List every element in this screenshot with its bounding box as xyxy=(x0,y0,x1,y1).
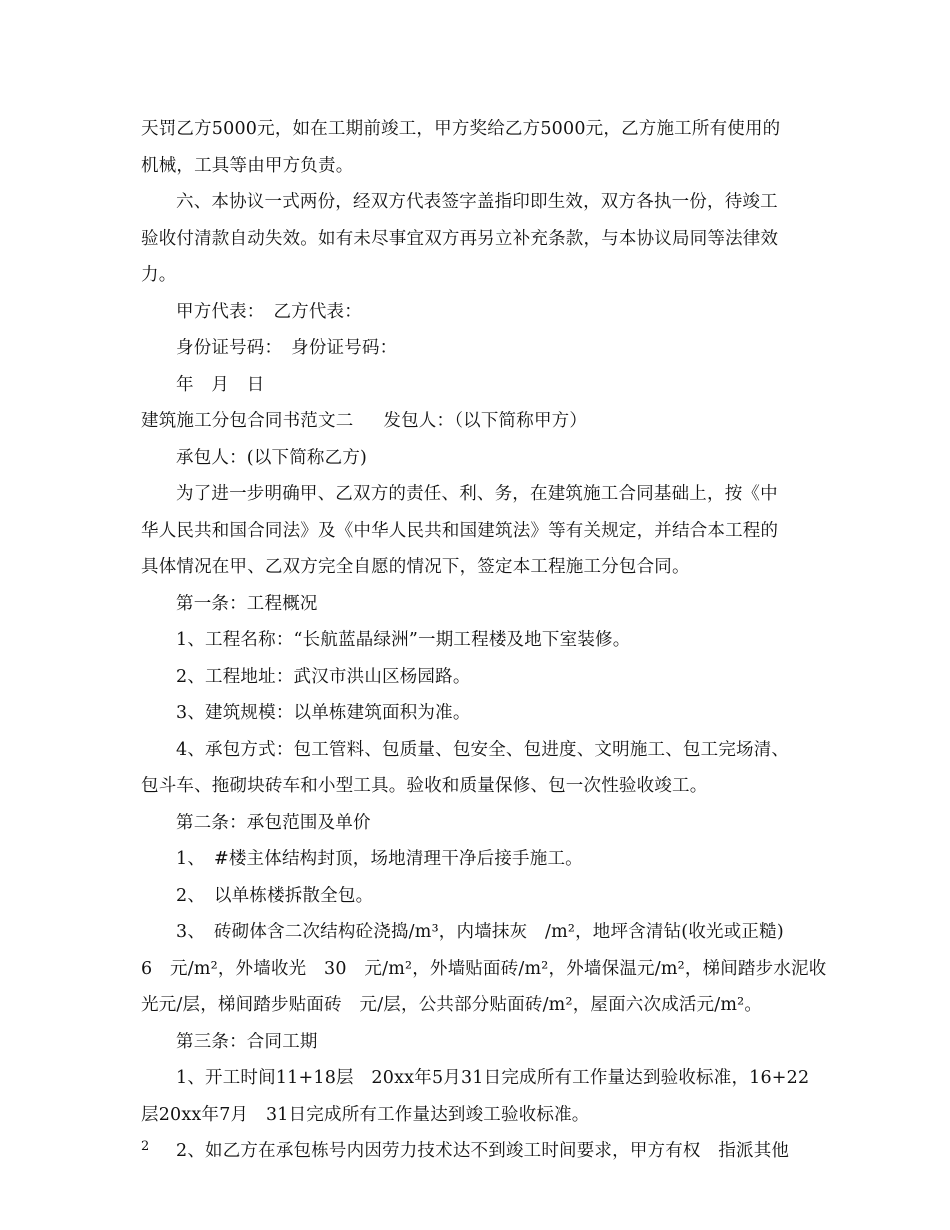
text-line: 天罚乙方5000元，如在工期前竣工，甲方奖给乙方5000元，乙方施工所有使用的 xyxy=(141,119,781,139)
text-line: 机械，工具等由甲方负责。 xyxy=(141,155,354,176)
text-line: 验收付清款自动失效。如有未尽事宜双方再另立补充条款，与本协议局同等法律效 xyxy=(141,228,779,249)
text-line: 为了进一步明确甲、乙双方的责任、利、务，在建筑施工合同基础上，按《中 xyxy=(176,484,778,504)
signature-representatives: 甲方代表： 乙方代表： xyxy=(176,301,362,322)
employer-label: 发包人：（以下简称甲方） xyxy=(383,411,588,431)
text-line: 具体情况在甲、乙双方完全自愿的情况下，签定本工程施工分包合同。 xyxy=(141,557,690,577)
page-number: 2 xyxy=(141,1139,150,1154)
contractor-label: 承包人：(以下简称乙方) xyxy=(176,447,368,468)
text-line: 1、开工时间11+18层 20xx年5月31日完成所有工作量达到验收标准，16+22 xyxy=(176,1068,810,1088)
text-line: 层20xx年7月 31日完成所有工作量达到竣工验收标准。 xyxy=(141,1104,590,1125)
section-heading: 第二条：承包范围及单价 xyxy=(176,812,371,833)
section-heading: 第三条：合同工期 xyxy=(176,1031,318,1052)
text-line: 2、 以单栋楼拆散全包。 xyxy=(176,885,374,906)
contract-title: 建筑施工分包合同书范文二 xyxy=(141,411,354,431)
text-line: 3、建筑规模：以单栋建筑面积为准。 xyxy=(176,703,471,723)
text-line: 6 元/m²，外墙收光 30 元/m²，外墙贴面砖/m²，外墙保温元/m²，梯间踏步水泥收 xyxy=(141,958,827,979)
text-line: 光元/层，梯间踏步贴面砖 元/层，公共部分贴面砖/m²，屋面六次成活元/m²。 xyxy=(141,995,763,1015)
text-line: 华人民共和国合同法》及《中华人民共和国建筑法》等有关规定，并结合本工程的 xyxy=(141,520,779,541)
text-line: 1、 #楼主体结构封顶，场地清理干净后接手施工。 xyxy=(176,849,583,869)
text-line: 4、承包方式：包工管料、包质量、包安全、包进度、文明施工、包工完场清、 xyxy=(176,739,790,760)
signature-date: 年 月 日 xyxy=(176,374,265,395)
text-line: 2、如乙方在承包栋号内因劳力技术达不到竣工时间要求，甲方有权 指派其他 xyxy=(176,1141,790,1161)
text-line: 六、本协议一式两份，经双方代表签字盖指印即生效，双方各执一份，待竣工 xyxy=(176,192,778,212)
section-heading: 第一条：工程概况 xyxy=(176,593,318,614)
text-line: 3、 砖砌体含二次结构砼浇捣/m³，内墙抹灰 /m²，地坪含清钻(收光或正糙) xyxy=(176,922,784,942)
document-body xyxy=(141,111,827,1170)
text-line: 2、工程地址：武汉市洪山区杨园路。 xyxy=(176,666,471,687)
text-line: 1、工程名称：“长航蓝晶绿洲”一期工程楼及地下室装修。 xyxy=(176,630,631,650)
signature-id-numbers: 身份证号码： 身份证号码： xyxy=(176,338,398,358)
contract-heading-line xyxy=(141,403,813,440)
text-line: 包斗车、拖砌块砖车和小型工具。验收和质量保修、包一次性验收竣工。 xyxy=(141,776,708,796)
text-line: 力。 xyxy=(141,265,177,285)
